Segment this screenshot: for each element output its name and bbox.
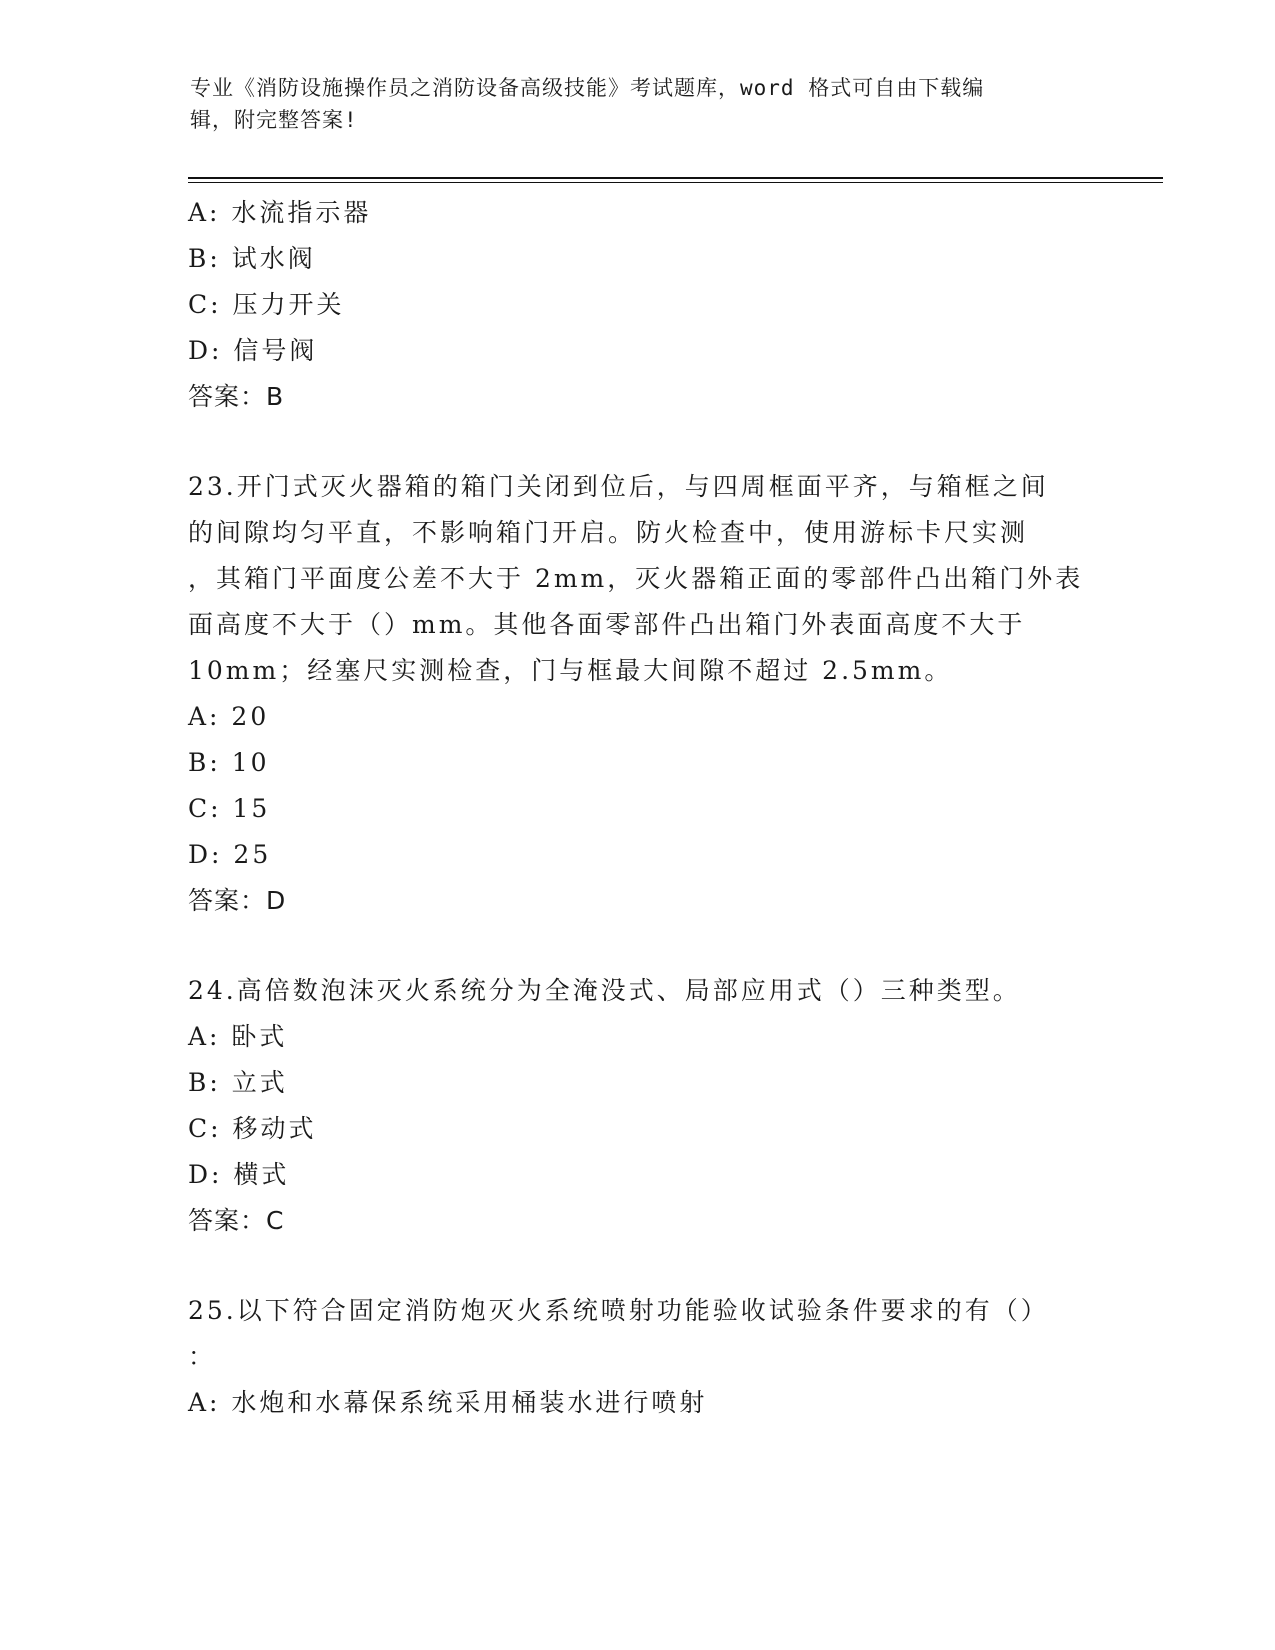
question-25	[188, 1288, 1088, 1426]
option-d: D: 25	[188, 840, 272, 869]
option-b: B: 试水阀	[188, 244, 316, 273]
spacer	[188, 420, 1088, 464]
spacer	[188, 1244, 1088, 1288]
header-rule-thick	[188, 177, 1163, 179]
option-b: B: 10	[188, 748, 270, 777]
question-stem-line: 的间隙均匀平直，不影响箱门开启。防火检查中，使用游标卡尺实测	[188, 518, 1029, 547]
option-a: A: 水炮和水幕保系统采用桶装水进行喷射	[188, 1388, 708, 1417]
header-line-1: 专业《消防设施操作员之消防设备高级技能》考试题库，word 格式可自由下载编	[190, 76, 985, 100]
option-c: C: 压力开关	[188, 290, 345, 319]
question-list	[188, 190, 1088, 1426]
option-c: C: 15	[188, 794, 271, 823]
question-23	[188, 464, 1088, 924]
option-a: A: 20	[188, 702, 270, 731]
document-header	[190, 72, 1080, 136]
spacer	[188, 924, 1088, 968]
answer-line: 答案：C	[188, 1206, 285, 1235]
option-b: B: 立式	[188, 1068, 288, 1097]
header-line-2: 辑，附完整答案!	[190, 108, 358, 132]
question-stem-line: ，其箱门平面度公差不大于 2mm，灭火器箱正面的零部件凸出箱门外表	[188, 564, 1084, 593]
question-stem-line: 面高度不大于（）mm。其他各面零部件凸出箱门外表面高度不大于	[188, 610, 1026, 639]
answer-line: 答案：D	[188, 886, 287, 915]
option-c: C: 移动式	[188, 1114, 317, 1143]
option-d: D: 信号阀	[188, 336, 318, 365]
question-stem-line: 24.高倍数泡沫灭火系统分为全淹没式、局部应用式（）三种类型。	[188, 976, 1021, 1005]
question-24	[188, 968, 1088, 1244]
question-stem-line: ：	[188, 1342, 217, 1371]
answer-line: 答案：B	[188, 382, 285, 411]
option-a: A: 卧式	[188, 1022, 288, 1051]
question-stem-line: 23.开门式灭火器箱的箱门关闭到位后，与四周框面平齐，与箱框之间	[188, 472, 1049, 501]
option-a: A: 水流指示器	[188, 198, 372, 227]
question-stem-line: 25.以下符合固定消防炮灭火系统喷射功能验收试验条件要求的有（）	[188, 1296, 1049, 1325]
question-22	[188, 190, 1088, 420]
option-d: D: 横式	[188, 1160, 290, 1189]
header-rule-thin	[188, 182, 1163, 183]
question-stem-line: 10mm；经塞尺实测检查，门与框最大间隙不超过 2.5mm。	[188, 656, 953, 685]
